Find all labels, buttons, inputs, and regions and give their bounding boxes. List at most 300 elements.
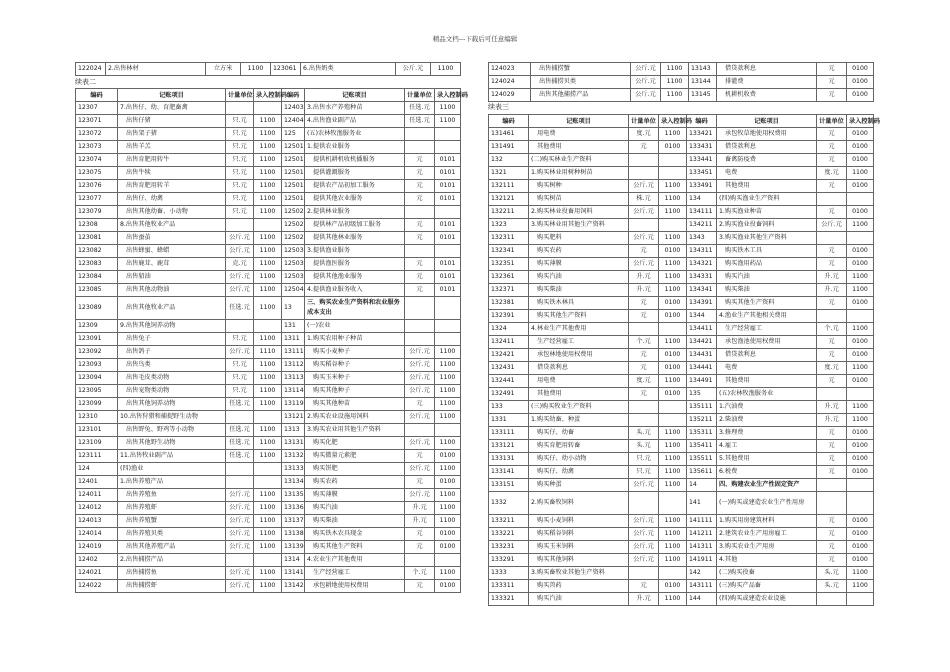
item-cell: 购买农药: [529, 245, 629, 258]
table-row: [489, 567, 874, 580]
item-cell: 购买仔、幼畜: [529, 427, 629, 440]
code-cell: 132371: [489, 284, 529, 297]
code-cell: 124024: [489, 76, 531, 89]
table-row: [76, 245, 461, 258]
table-row: [76, 463, 461, 476]
control-code-cell: [847, 492, 874, 515]
item-cell: 购买稻谷饲料: [529, 528, 629, 541]
control-code-cell: 0100: [659, 141, 687, 154]
control-code-cell: [847, 593, 874, 606]
item-cell: 购买农药: [305, 476, 405, 489]
item-cell: 购买种蛋: [529, 479, 629, 492]
control-code-cell: 1100: [435, 115, 461, 128]
control-code-cell: 1100: [254, 359, 282, 372]
item-cell: 购买其他生产资料: [305, 541, 405, 554]
code-cell: 124029: [489, 89, 531, 102]
table-row: [76, 333, 461, 346]
item-cell: 承包林地使用权费用: [529, 349, 629, 362]
table-row: [76, 580, 461, 593]
table-row: [489, 310, 874, 323]
item-cell: 购买其他生产资料: [529, 310, 629, 323]
control-code-cell: 1100: [435, 359, 461, 372]
control-code-cell: 1100: [431, 63, 461, 76]
control-code-cell: 1100: [661, 63, 689, 76]
item-cell: 4.雇工: [717, 440, 817, 453]
code-cell: 123093: [76, 359, 118, 372]
unit-cell: 元: [405, 450, 435, 463]
item-cell: 借贷款利息: [717, 141, 817, 154]
table-row: [489, 492, 874, 515]
unit-cell: 公斤.元: [226, 541, 254, 554]
unit-cell: [405, 333, 435, 346]
unit-cell: 公斤.元: [405, 385, 435, 398]
column-header: 编码: [687, 115, 717, 128]
unit-cell: 公斤.元: [629, 479, 659, 492]
item-cell: 四、购建农业生产性固定资产: [717, 479, 817, 492]
unit-cell: 个.元: [817, 323, 847, 336]
code-cell: 141211: [687, 528, 717, 541]
code-cell: 1321: [489, 167, 529, 180]
column-header: 记账项目: [305, 89, 405, 102]
table-row: [76, 219, 461, 232]
item-cell: 购买薄膜: [305, 489, 405, 502]
unit-cell: 元: [405, 541, 435, 554]
code-cell: 133131: [489, 453, 529, 466]
item-cell: 1.购买用房建筑材料: [717, 515, 817, 528]
control-code-cell: [435, 320, 461, 333]
code-cell: 13138: [282, 528, 305, 541]
code-cell: 125: [282, 128, 305, 141]
unit-cell: 只.元: [226, 115, 254, 128]
table-row: [76, 554, 461, 567]
item-cell: 购买仔、幼小动物: [529, 453, 629, 466]
item-cell: 4.渔业生产其他相关费用: [717, 310, 817, 323]
item-cell: 排灌费: [717, 76, 817, 89]
item-cell: 电费: [717, 362, 817, 375]
control-code-cell: 1100: [254, 515, 282, 528]
item-cell: 其他费用: [529, 388, 629, 401]
item-cell: 生产经营雇工: [717, 323, 817, 336]
item-cell: 出售牛犊: [118, 167, 226, 180]
item-cell: 购买其他生产资料: [717, 297, 817, 310]
item-cell: 用电费: [529, 375, 629, 388]
table-row: [489, 466, 874, 479]
code-cell: 133431: [687, 141, 717, 154]
code-cell: 124012: [76, 502, 118, 515]
control-code-cell: 1100: [847, 284, 874, 297]
table-row: [489, 193, 874, 206]
table-row: [489, 388, 874, 401]
control-code-cell: 1100: [847, 401, 874, 414]
table-row: [489, 258, 874, 271]
item-cell: 购买玉米饲料: [529, 541, 629, 554]
code-cell: 13114: [282, 385, 305, 398]
item-cell: 出售其他捕捞产品: [531, 89, 631, 102]
unit-cell: [629, 492, 659, 515]
code-cell: 133291: [489, 554, 529, 567]
item-cell: 电费: [717, 167, 817, 180]
table-row: [489, 141, 874, 154]
unit-cell: 公斤.元: [226, 284, 254, 297]
unit-cell: 只.元: [226, 206, 254, 219]
item-cell: 提供其他农业服务: [305, 193, 405, 206]
table-row: [76, 154, 461, 167]
item-cell: 购买化肥: [305, 437, 405, 450]
code-cell: 134431: [687, 349, 717, 362]
code-cell: 133211: [489, 515, 529, 528]
table-row: [76, 398, 461, 411]
unit-cell: 元: [817, 349, 847, 362]
item-cell: 3.购买畜牧业其他生产资料: [529, 567, 629, 580]
table-row: [76, 232, 461, 245]
unit-cell: 元: [405, 398, 435, 411]
control-code-cell: 1100: [254, 580, 282, 593]
code-cell: 12402: [76, 554, 118, 567]
control-code-cell: 0101: [435, 167, 461, 180]
code-cell: 132491: [489, 388, 529, 401]
control-code-cell: 1100: [659, 515, 687, 528]
top-row: [489, 76, 874, 89]
code-cell: 134411: [687, 323, 717, 336]
item-cell: 购买兽药: [529, 580, 629, 593]
unit-cell: 只.元: [226, 372, 254, 385]
control-code-cell: [659, 323, 687, 336]
control-code-cell: 1100: [659, 271, 687, 284]
item-cell: 购买铁木林具: [529, 297, 629, 310]
control-code-cell: 1100: [659, 541, 687, 554]
control-code-cell: 0100: [847, 258, 874, 271]
code-cell: 132421: [489, 349, 529, 362]
unit-cell: 公斤.元: [405, 489, 435, 502]
control-code-cell: 0101: [435, 219, 461, 232]
code-cell: 133: [489, 401, 529, 414]
top-row: [489, 63, 874, 76]
code-cell: 12501: [282, 167, 305, 180]
code-cell: 12309: [76, 320, 118, 333]
code-cell: 13132: [282, 450, 305, 463]
control-code-cell: 1100: [241, 63, 271, 76]
code-cell: 123079: [76, 206, 118, 219]
item-cell: 1.提供农业服务: [305, 141, 405, 154]
item-cell: 购买铁木工具: [717, 245, 817, 258]
table-row: [76, 528, 461, 541]
column-header: 记账项目: [717, 115, 817, 128]
control-code-cell: 0100: [847, 554, 874, 567]
item-cell: 出售仔猪: [118, 115, 226, 128]
item-cell: 购买薄膜: [529, 258, 629, 271]
control-code-cell: 1100: [847, 271, 874, 284]
unit-cell: 元: [629, 245, 659, 258]
item-cell: 10.出售狩猎和捕捉野生动物: [118, 411, 226, 424]
item-cell: 9.出售其他饲养动物: [118, 320, 226, 333]
control-code-cell: 0101: [435, 271, 461, 284]
control-code-cell: 1100: [661, 89, 689, 102]
table-row: [76, 206, 461, 219]
unit-cell: 元: [817, 258, 847, 271]
item-cell: 3.出售水产养殖种苗: [305, 102, 405, 115]
control-code-cell: 0100: [847, 466, 874, 479]
unit-cell: 度.元: [817, 167, 847, 180]
table-row: [76, 180, 461, 193]
code-cell: 141111: [687, 515, 717, 528]
unit-cell: [226, 320, 254, 333]
item-cell: 2.提供林业服务: [305, 206, 405, 219]
item-cell: 出售毛皮类动物: [118, 372, 226, 385]
table-row: [76, 128, 461, 141]
unit-cell: 升.元: [817, 414, 847, 427]
control-code-cell: 1100: [435, 346, 461, 359]
code-cell: 132391: [489, 310, 529, 323]
unit-cell: [629, 154, 659, 167]
unit-cell: [405, 206, 435, 219]
unit-cell: [629, 414, 659, 427]
code-cell: 12503: [282, 258, 305, 271]
unit-cell: 升.元: [629, 593, 659, 606]
code-cell: 1323: [489, 219, 529, 232]
table-row: [76, 284, 461, 297]
unit-cell: 任选.元: [405, 115, 435, 128]
control-code-cell: 0100: [847, 427, 874, 440]
unit-cell: 元: [629, 580, 659, 593]
unit-cell: 公斤.元: [631, 63, 661, 76]
control-code-cell: 1100: [435, 385, 461, 398]
code-cell: 124013: [76, 515, 118, 528]
table-row: [76, 167, 461, 180]
page-header: 精品文档---下载后可任意编辑: [432, 35, 518, 43]
item-cell: 机耕机收费: [717, 89, 817, 102]
unit-cell: 立方米: [206, 63, 241, 76]
table-row: [76, 141, 461, 154]
item-cell: 出售捕捞鱼: [118, 567, 226, 580]
unit-cell: 元: [817, 180, 847, 193]
unit-cell: 只.元: [226, 141, 254, 154]
control-code-cell: 1100: [435, 437, 461, 450]
unit-cell: 元: [817, 466, 847, 479]
item-cell: 1.购买农用种子种苗: [305, 333, 405, 346]
code-cell: 131491: [489, 141, 529, 154]
control-code-cell: 0100: [847, 515, 874, 528]
table-row: [489, 414, 874, 427]
control-code-cell: 1100: [659, 336, 687, 349]
column-header: 录入控制码: [659, 115, 687, 128]
right-table: [488, 114, 880, 606]
item-cell: 出售其他牧业产品: [118, 297, 226, 320]
control-code-cell: 1100: [254, 297, 282, 320]
control-code-cell: 1100: [254, 541, 282, 554]
table-row: [76, 437, 461, 450]
unit-cell: 升.元: [405, 502, 435, 515]
code-cell: 132431: [489, 362, 529, 375]
table-row: [489, 440, 874, 453]
table-row: [489, 541, 874, 554]
table-row: [489, 515, 874, 528]
unit-cell: 升.元: [629, 271, 659, 284]
code-cell: 134491: [687, 375, 717, 388]
code-cell: 123082: [76, 245, 118, 258]
control-code-cell: 1100: [659, 232, 687, 245]
control-code-cell: [847, 232, 874, 245]
unit-cell: 元: [405, 154, 435, 167]
control-code-cell: 1100: [659, 375, 687, 388]
item-cell: (二)购买林业生产资料: [529, 154, 629, 167]
unit-cell: 升.元: [817, 401, 847, 414]
table-row: [489, 349, 874, 362]
code-cell: 123101: [76, 424, 118, 437]
unit-cell: 头.元: [817, 580, 847, 593]
unit-cell: 度.元: [817, 362, 847, 375]
continued-label-2: 续表二: [75, 78, 96, 86]
unit-cell: 元: [817, 141, 847, 154]
table-row: [489, 401, 874, 414]
code-cell: 124014: [76, 528, 118, 541]
table-row: [489, 154, 874, 167]
control-code-cell: 0100: [659, 362, 687, 375]
table-row: [489, 167, 874, 180]
unit-cell: 公斤.元: [629, 528, 659, 541]
control-code-cell: 1100: [254, 284, 282, 297]
item-cell: 2.购买畜牧饲料: [529, 492, 629, 515]
unit-cell: 元: [405, 167, 435, 180]
table-row: [76, 271, 461, 284]
code-cell: 133151: [489, 479, 529, 492]
code-cell: 124021: [76, 567, 118, 580]
item-cell: 出售蚕茧: [118, 232, 226, 245]
control-code-cell: 0100: [659, 310, 687, 323]
code-cell: 132361: [489, 271, 529, 284]
item-cell: 1.购买幼畜、种蛋: [529, 414, 629, 427]
unit-cell: 元: [629, 388, 659, 401]
code-cell: 123091: [76, 333, 118, 346]
item-cell: 2.出售林材: [106, 63, 206, 76]
code-cell: 123077: [76, 193, 118, 206]
control-code-cell: 0100: [847, 128, 874, 141]
item-cell: (五)农林牧渔服务业: [305, 128, 405, 141]
table-row: [76, 424, 461, 437]
control-code-cell: 1100: [435, 398, 461, 411]
control-code-cell: 0100: [659, 580, 687, 593]
code-cell: 135611: [687, 466, 717, 479]
unit-cell: [405, 320, 435, 333]
unit-cell: [405, 297, 435, 320]
item-cell: 出售其他幼畜、小动物: [118, 206, 226, 219]
code-cell: 133321: [489, 593, 529, 606]
control-code-cell: 1100: [435, 372, 461, 385]
top-row: [489, 89, 874, 102]
unit-cell: 公斤.元: [226, 567, 254, 580]
unit-cell: 只.元: [629, 453, 659, 466]
item-cell: 借贷款利息: [717, 63, 817, 76]
item-cell: 出售宠物类动物: [118, 385, 226, 398]
unit-cell: 升.元: [817, 284, 847, 297]
unit-cell: 元: [817, 515, 847, 528]
control-code-cell: [659, 567, 687, 580]
code-cell: 12310: [76, 411, 118, 424]
control-code-cell: [254, 554, 282, 567]
code-cell: 133121: [489, 440, 529, 453]
unit-cell: 克.元: [226, 258, 254, 271]
item-cell: 三、购买农业生产资料和农业服务成本支出: [305, 297, 405, 320]
control-code-cell: 1100: [254, 372, 282, 385]
unit-cell: 任选.元: [405, 102, 435, 115]
code-cell: 133451: [687, 167, 717, 180]
code-cell: 141911: [687, 554, 717, 567]
item-cell: 购买肥料: [529, 232, 629, 245]
column-header: 记账项目: [118, 89, 226, 102]
table-row: [489, 284, 874, 297]
control-code-cell: 0101: [435, 284, 461, 297]
control-code-cell: 1110: [254, 346, 282, 359]
code-cell: 13113: [282, 372, 305, 385]
unit-cell: 头.元: [629, 427, 659, 440]
code-cell: 134211: [687, 219, 717, 232]
item-cell: 2.购买林业役畜用饲料: [529, 206, 629, 219]
control-code-cell: 1100: [254, 567, 282, 580]
control-code-cell: 1100: [659, 554, 687, 567]
table-row: [489, 245, 874, 258]
code-cell: 123109: [76, 437, 118, 450]
control-code-cell: 0100: [847, 76, 874, 89]
code-cell: 134331: [687, 271, 717, 284]
control-code-cell: 0100: [847, 375, 874, 388]
table-row: [76, 258, 461, 271]
unit-cell: 元: [405, 284, 435, 297]
control-code-cell: 1100: [254, 245, 282, 258]
unit-cell: 元: [817, 297, 847, 310]
code-cell: 132351: [489, 258, 529, 271]
control-code-cell: 1100: [254, 128, 282, 141]
code-cell: 123084: [76, 271, 118, 284]
control-code-cell: 0100: [847, 245, 874, 258]
table-row: [76, 411, 461, 424]
control-code-cell: 1100: [659, 284, 687, 297]
unit-cell: 只.元: [629, 466, 659, 479]
control-code-cell: 1100: [254, 398, 282, 411]
item-cell: 承包耕地使用权费用: [305, 580, 405, 593]
table-row: [76, 385, 461, 398]
column-header: 计量单位: [629, 115, 659, 128]
unit-cell: 公斤.元: [629, 180, 659, 193]
code-cell: 13133: [282, 463, 305, 476]
table-row: [76, 320, 461, 333]
item-cell: 提供渔医服务: [305, 258, 405, 271]
unit-cell: 元: [405, 271, 435, 284]
unit-cell: 公斤.元: [405, 346, 435, 359]
control-code-cell: 0100: [847, 336, 874, 349]
control-code-cell: 1100: [659, 427, 687, 440]
item-cell: 1.汽油费: [717, 401, 817, 414]
item-cell: 购买小麦饲料: [529, 515, 629, 528]
control-code-cell: 1100: [847, 323, 874, 336]
control-code-cell: [254, 411, 282, 424]
control-code-cell: [847, 310, 874, 323]
unit-cell: 只.元: [226, 385, 254, 398]
code-cell: 123073: [76, 141, 118, 154]
unit-cell: 只.元: [226, 128, 254, 141]
unit-cell: 元: [405, 258, 435, 271]
item-cell: 2.柴油费: [717, 414, 817, 427]
control-code-cell: 0100: [659, 245, 687, 258]
control-code-cell: [435, 128, 461, 141]
unit-cell: [817, 232, 847, 245]
table-row: [76, 372, 461, 385]
unit-cell: 公斤.元: [629, 206, 659, 219]
code-cell: 123099: [76, 398, 118, 411]
control-code-cell: [435, 554, 461, 567]
item-cell: 出售养殖蟹: [118, 515, 226, 528]
control-code-cell: 1100: [659, 528, 687, 541]
code-cell: 135311: [687, 427, 717, 440]
item-cell: 出售其他养殖产品: [118, 541, 226, 554]
